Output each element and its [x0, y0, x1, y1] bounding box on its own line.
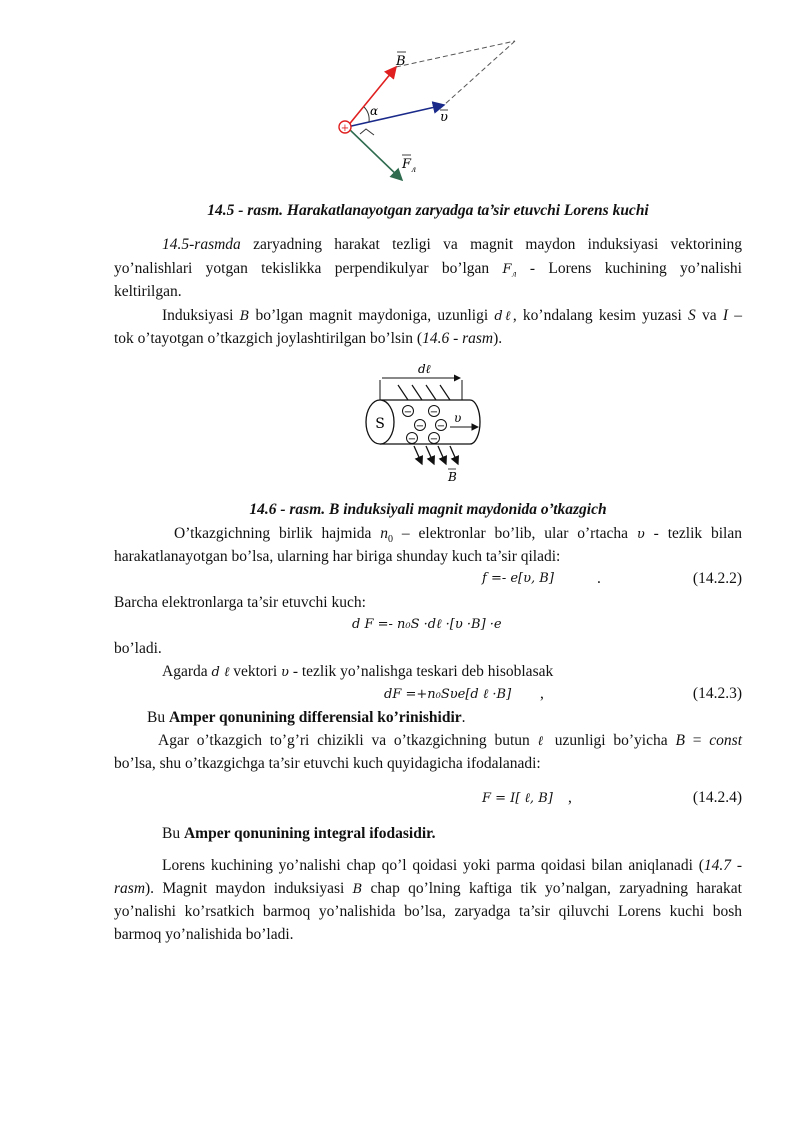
equation-14-2-3-number: (14.2.3): [692, 685, 742, 702]
label-s: S: [375, 416, 385, 432]
electron-sign: −: [403, 407, 413, 418]
para1-line2-post: - Lorens kuchining yo’nalishi: [516, 260, 742, 277]
p4-a: Agarda: [162, 663, 212, 680]
p6l2-ref: rasm: [114, 880, 146, 897]
para1-ref: 14.5-rasmda: [162, 236, 241, 253]
para6-line1: [114, 855, 742, 877]
p3-c: - tezlik bilan: [644, 525, 742, 542]
label-dl: dℓ: [418, 362, 431, 376]
figure-14-5-lorentz-diagram: [330, 35, 530, 185]
electron-sign: −: [407, 434, 417, 445]
p3-v: υ: [636, 527, 645, 542]
equation-14-2-4: F = I[ ℓ, B]: [482, 791, 553, 806]
p5-b: uzunligi bo’yicha: [546, 732, 676, 749]
equation-df: d F =- n₀S ·dℓ ·[υ ·B] ·e: [352, 617, 502, 632]
para4: [162, 661, 790, 684]
p6l2-b-symbol: B: [352, 882, 363, 897]
p2-a: Induksiyasi: [162, 307, 240, 324]
angle-arc: [364, 107, 369, 122]
amper-differential: [147, 707, 775, 729]
p4-dl: d ℓ: [211, 665, 230, 680]
p6-ref: 14.7 -: [703, 857, 742, 874]
para1-line1: [114, 234, 742, 256]
para1-line2-pre: yo’nalishlari yotgan tekislikka perpendikulyar bo’lgan: [114, 260, 503, 277]
p6l2-a: ). Magnit maydon induksiyasi: [145, 880, 353, 897]
amper-integral: [162, 823, 790, 845]
equation-14-2-3: dF =+n₀Sυe[d ℓ ·B]: [384, 687, 512, 702]
ad-post: .: [461, 709, 466, 726]
field-arrow: [438, 446, 446, 464]
p5-l: ℓ: [537, 734, 547, 749]
field-line: [426, 385, 436, 400]
label-v: υ: [454, 411, 462, 425]
field-line: [412, 385, 422, 400]
figure-14-6-caption: 14.6 - rasm. B induksiyali magnit maydonida o’tkazgich: [249, 501, 607, 518]
p2l2-ref: 14.6 - rasm: [422, 330, 494, 347]
p5-a: Agar o’tkazgich to’g’ri chizikli va o’tkazgichning butun: [158, 732, 538, 749]
para2-line2: [114, 328, 742, 350]
ai-pre: Bu: [162, 825, 184, 842]
para2-line1: [114, 305, 742, 328]
p5-bsym: B: [675, 732, 685, 749]
text-boladi: bo’ladi.: [114, 640, 162, 657]
equation-14-2-4-tail: ,: [568, 789, 572, 806]
p2-b: bo’lgan magnit maydoniga, uzunligi: [249, 307, 495, 324]
equation-14-2-3-tail: ,: [540, 685, 544, 702]
p3-n-sub: 0: [388, 534, 394, 546]
p3-n: n: [380, 525, 389, 542]
para5-line2: bo’lsa, shu o’tkazgichga ta’sir etuvchi kuch quyidagicha ifodalanadi:: [114, 755, 541, 772]
para5-line1: [114, 730, 742, 753]
ai-bold: Amper qonunining integral ifodasidir.: [183, 825, 436, 842]
equation-14-2-2: f =- e[υ, B]: [482, 571, 554, 586]
electron-sign: −: [429, 407, 439, 418]
p5-const: const: [709, 732, 743, 749]
p4-v: υ: [281, 665, 289, 680]
field-line: [398, 385, 408, 400]
dashed-line-top: [396, 41, 515, 67]
p4-c: - tezlik yo’nalishga teskari deb hisoblasak: [288, 663, 554, 680]
label-f: F: [402, 157, 412, 172]
p2l2-a: tok o’tayotgan o’tkazgich joylashtirilgan bo’lsin (: [114, 330, 423, 347]
p2-dl-symbol: dℓ: [494, 309, 513, 324]
label-b: B: [396, 54, 406, 69]
right-angle-mark: [360, 129, 374, 135]
lorentz-f: F: [502, 262, 512, 277]
p2l2-b: ).: [493, 330, 503, 347]
field-arrow: [414, 446, 422, 464]
field-arrow: [426, 446, 434, 464]
lorentz-force-symbol: [502, 262, 516, 277]
para1-line3: keltirilgan.: [114, 283, 182, 300]
equation-14-2-2-tail: .: [597, 570, 601, 587]
p2-s: S: [687, 307, 696, 324]
p6l2-b: chap qo’lning kaftiga tik yo’nalgan, zaryadning harakat: [362, 880, 742, 897]
figure-14-6-conductor-diagram: [360, 360, 500, 488]
ad-bold: Amper qonunining differensial ko’rinishidir: [168, 709, 462, 726]
label-f-sub: л: [411, 165, 417, 174]
p4-b: vektori: [229, 663, 282, 680]
ad-pre: Bu: [147, 709, 169, 726]
para6-line4: barmoq yo’nalishida bo’ladi.: [114, 926, 294, 943]
text-barcha: Barcha elektronlarga ta’sir etuvchi kuch:: [114, 594, 366, 611]
p5-c: =: [684, 732, 710, 749]
field-arrow: [450, 446, 458, 464]
p2-i: I: [722, 307, 728, 324]
p3-a: O’tkazgichning birlik hajmida: [174, 525, 381, 542]
field-line: [440, 385, 450, 400]
charge-sign: +: [340, 123, 350, 134]
electron-sign: −: [436, 421, 446, 432]
f-vector-arrow: [347, 127, 402, 180]
para1-line1-text: zaryadning harakat tezligi va magnit maydon induksiyasi vektorining: [240, 236, 742, 253]
p6-a: Lorens kuchining yo’nalishi chap qo’l qoidasi yoki parma qoidasi bilan aniqlanadi (: [162, 857, 704, 874]
figure-14-5-caption: 14.5 - rasm. Harakatlanayotgan zaryadga ta’sir etuvchi Lorens kuchi: [207, 202, 649, 219]
equation-14-2-4-number: (14.2.4): [692, 789, 742, 806]
lorentz-f-sub: л: [511, 269, 517, 279]
p2-e: –: [728, 307, 742, 324]
p3-b: – elektronlar bo’lib, ular o’rtacha: [393, 525, 637, 542]
p2-c: , ko’ndalang kesim yuzasi: [512, 307, 688, 324]
p2-d: va: [695, 307, 723, 324]
label-alpha: α: [370, 104, 379, 118]
electron-sign: −: [429, 434, 439, 445]
equation-14-2-2-number: (14.2.2): [692, 570, 742, 587]
label-v: υ: [440, 110, 448, 125]
electron-sign: −: [415, 421, 425, 432]
p2-b-symbol: B: [239, 309, 250, 324]
para6-line2: [114, 878, 742, 901]
para6-line3: yo’nalishi ko’rsatkich barmoq yo’nalishida bo’lsa, zaryadga ta’sir qiluvchi Lorens kuchi bosh: [114, 903, 742, 920]
label-b: B: [448, 470, 457, 484]
para3-line2: harakatlanayotgan bo’lsa, ularning har biriga shunday kuch ta’sir qiladi:: [114, 548, 561, 565]
dashed-line-side: [444, 41, 515, 105]
